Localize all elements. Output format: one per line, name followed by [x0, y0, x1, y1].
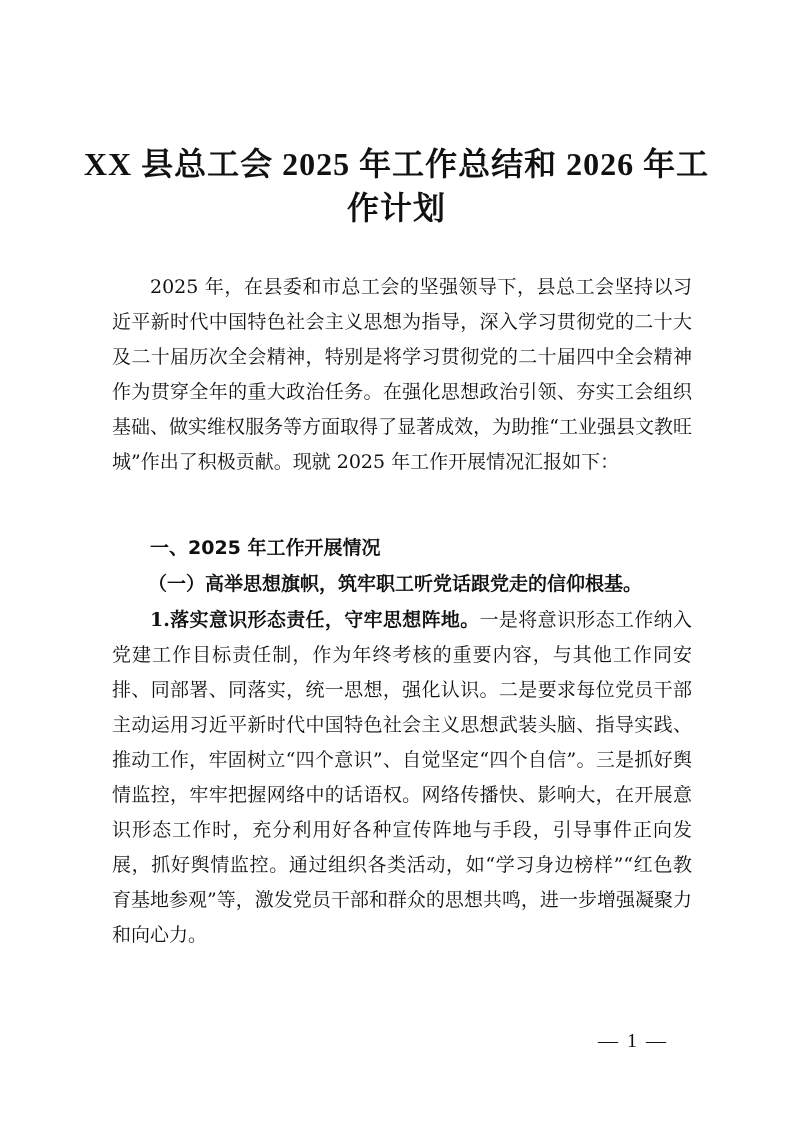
page-number: — 1 — — [598, 1030, 668, 1052]
section-heading: 一、2025 年工作开展情况 — [150, 537, 381, 559]
paragraph-lead: 1.落实意识形态责任，守牢思想阵地。 — [150, 609, 480, 631]
intro-paragraph: 2025 年，在县委和市总工会的坚强领导下，县总工会坚持以习近平新时代中国特色社会主义思想为指导，深入学习贯彻党的二十大及二十届历次全会精神，特别是将学习贯彻党的二十届四中全会精神作为贯穿全年的重大政治任务。在强化思想政治引领、夯实工会组织基础、做实维权服务等方面取得了显著成效，为助推“工业强县文教旺城”作出了积极贡献。现就 2025 年工作开展情况汇报如下： — [112, 276, 692, 473]
body-paragraph — [112, 603, 692, 953]
paragraph-text: 一是将意识形态工作纳入党建工作目标责任制，作为年终考核的重要内容，与其他工作同安排、同部署、同落实，统一思想，强化认识。二是要求每位党员干部主动运用习近平新时代中国特色社会主义思想武装头脑、指导实践、推动工作，牢固树立“四个意识”、自觉坚定“四个自信”。三是抓好舆情监控，牢牢把握网络中的话语权。网络传播快、影响大，在开展意识形态工作时，充分利用好各种宣传阵地与手段，引导事件正向发展，抓好舆情监控。通过组织各类活动，如“学习身边榜样”“红色教育基地参观”等，激发党员干部和群众的思想共鸣，进一步增强凝聚力和向心力。 — [112, 609, 692, 946]
subsection-heading: （一）高举思想旗帜，筑牢职工听党话跟党走的信仰根基。 — [148, 573, 643, 595]
document-title: XX 县总工会 2025 年工作总结和 2026 年工作计划 — [83, 146, 710, 226]
